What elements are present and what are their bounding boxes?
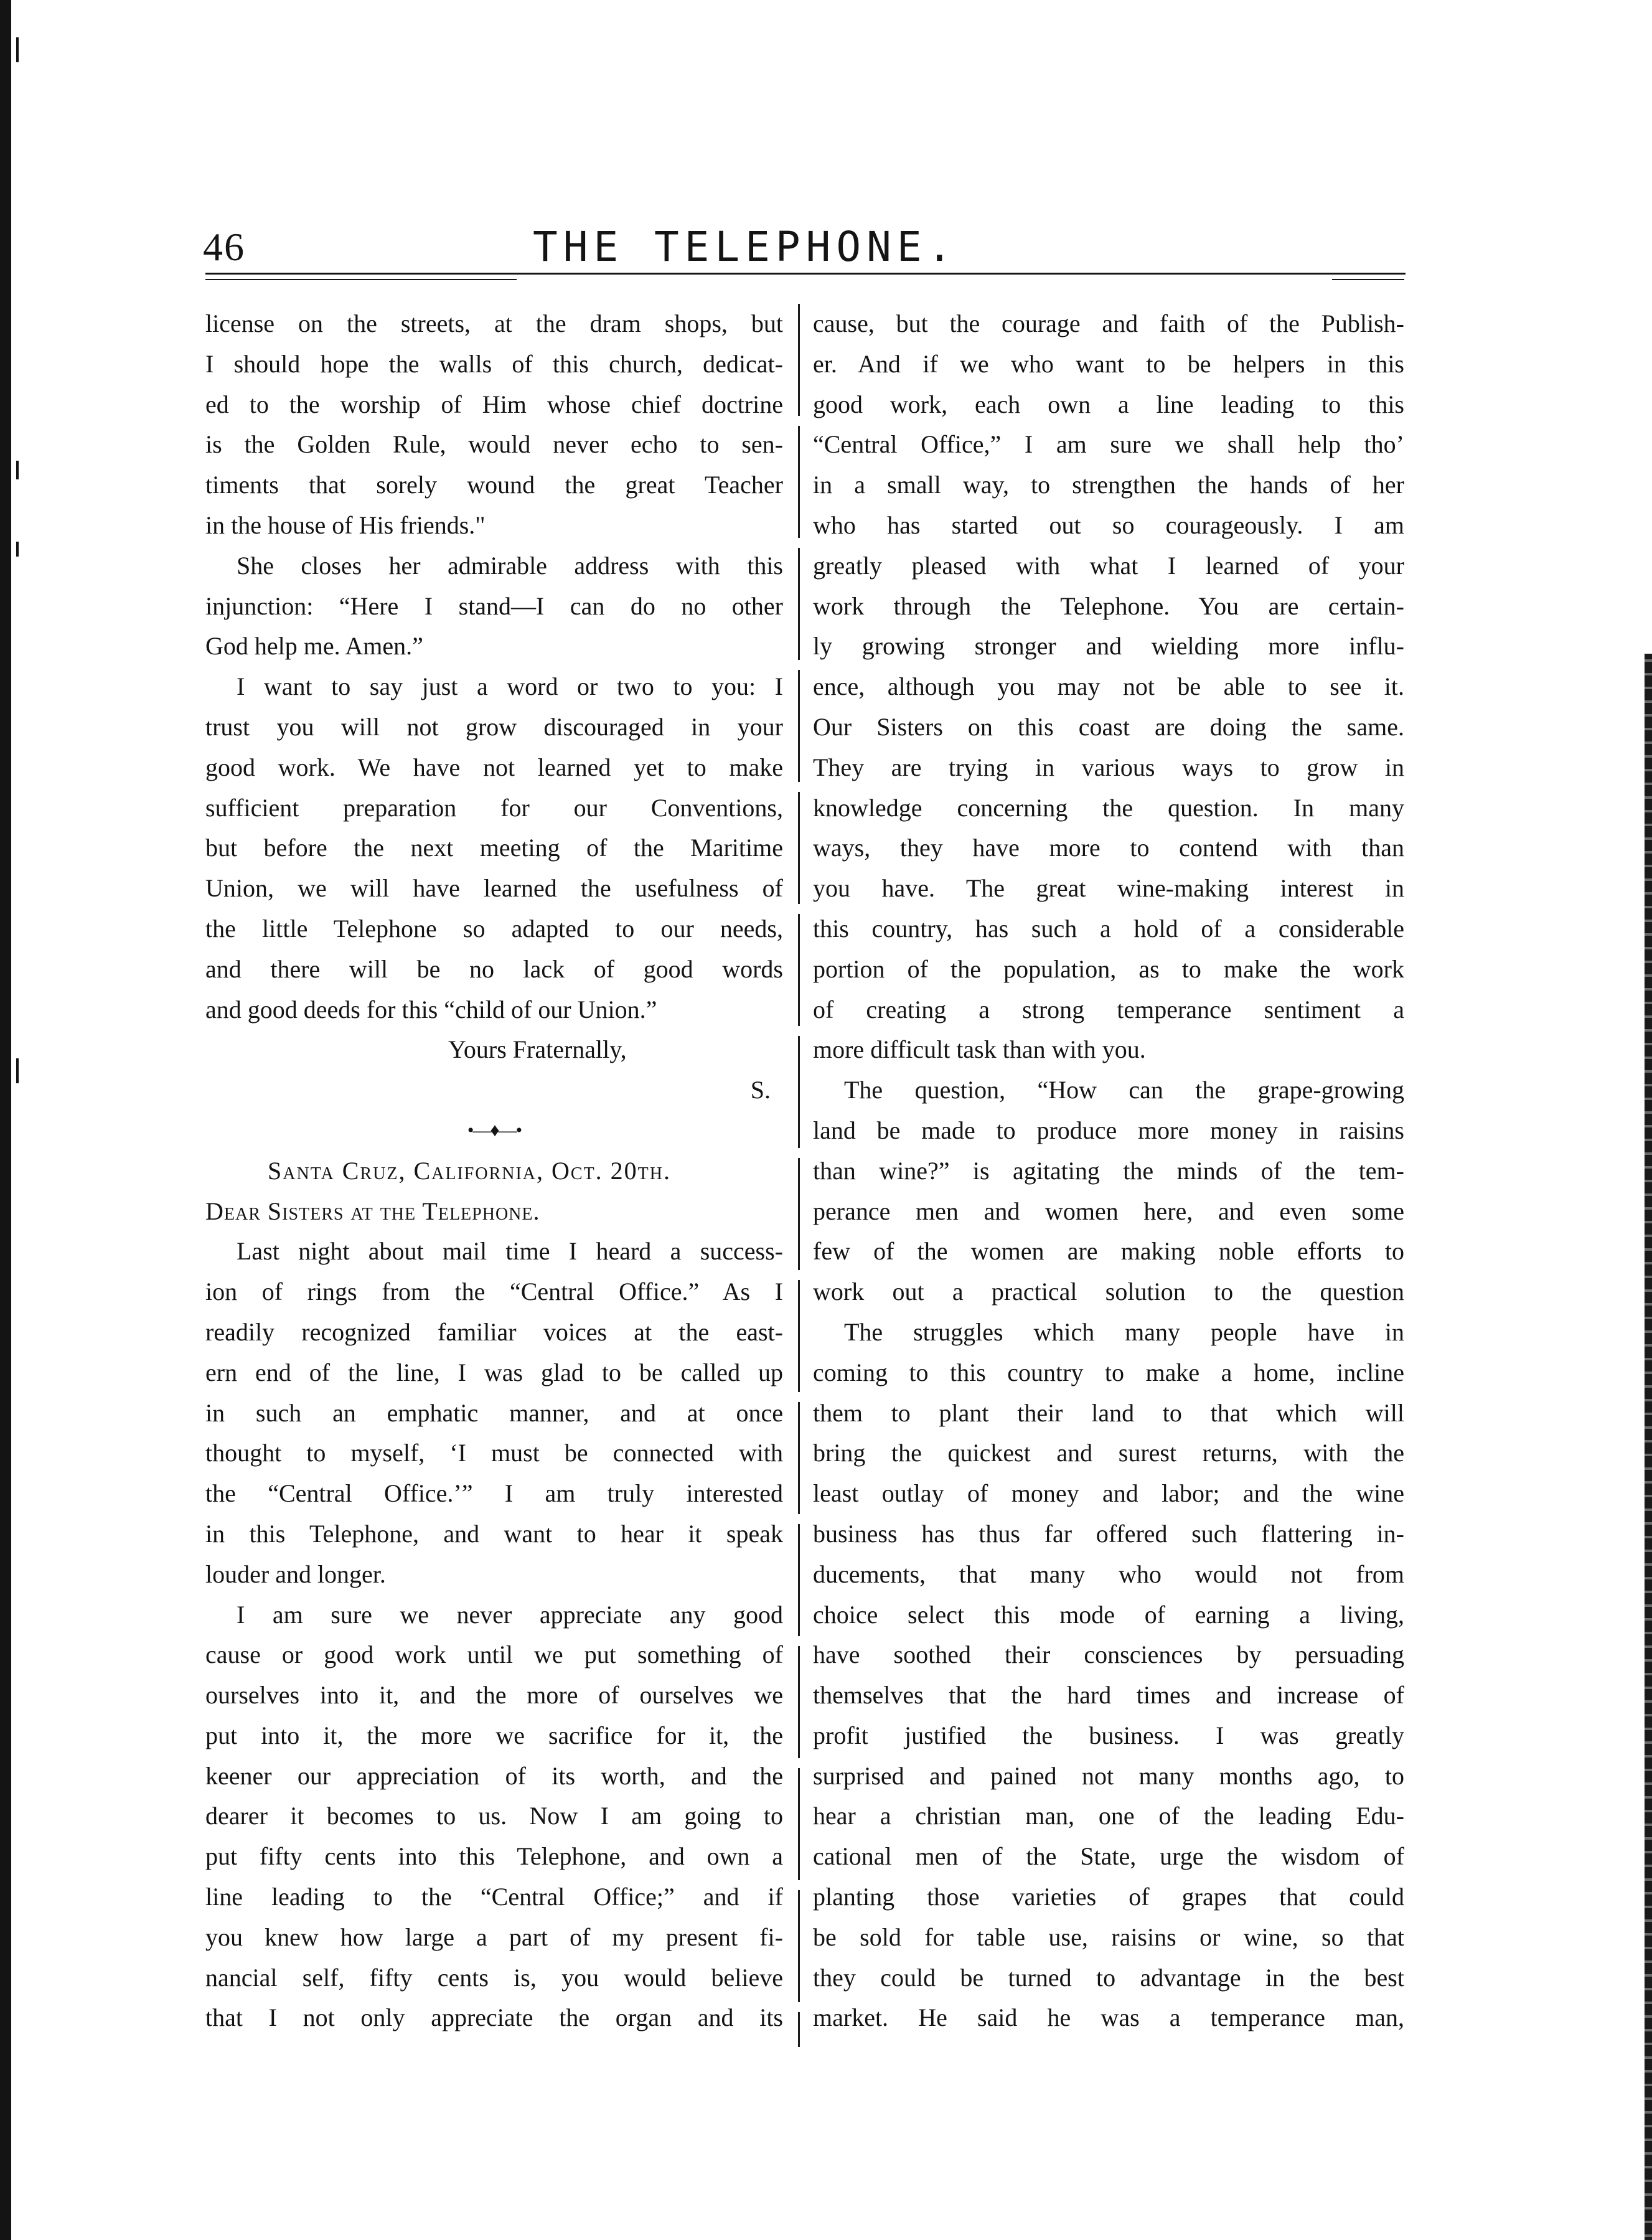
column-divider — [798, 304, 800, 2047]
text-line: who has started out so courageously. I am — [813, 511, 1404, 539]
scan-edge-left — [0, 0, 11, 2240]
text-line: in this Telephone, and want to hear it speak — [205, 1519, 783, 1548]
text-line: God help me. Amen.” — [205, 632, 423, 661]
paragraph — [205, 1231, 783, 1594]
text-line: coming to this country to make a home, incline — [813, 1358, 1404, 1386]
paragraph — [813, 1312, 1404, 2038]
paragraph — [205, 1595, 783, 2039]
text-line: you knew how large a part of my present fi- — [205, 1922, 783, 1951]
text-line: in a small way, to strengthen the hands of her — [813, 471, 1404, 499]
text-line: business has thus far offered such flattering in- — [813, 1519, 1404, 1548]
text-line: cause, but the courage and faith of the Publish- — [813, 309, 1404, 337]
text-line: themselves that the hard times and increase of — [813, 1681, 1404, 1710]
text-line: them to plant their land to that which will — [813, 1398, 1404, 1427]
text-line: line leading to the “Central Office;” and if — [205, 1883, 783, 1911]
left-column — [205, 304, 783, 2038]
paragraph — [205, 304, 783, 546]
text-line: thought to myself, ‘I must be connected with — [205, 1439, 783, 1467]
text-line: this country, has such a hold of a considerable — [813, 914, 1404, 943]
text-line: ence, although you may not be able to see it. — [813, 672, 1404, 701]
text-line: I want to say just a word or two to you: I — [237, 672, 783, 701]
text-line: hear a christian man, one of the leading Edu- — [813, 1802, 1404, 1830]
text-line: louder and longer. — [205, 1560, 386, 1588]
text-line: work out a practical solution to the question — [813, 1278, 1404, 1306]
text-line: be sold for table use, raisins or wine, so that — [813, 1922, 1404, 1951]
salutation: Dear Sisters at the Telephone. — [205, 1197, 540, 1225]
text-line: the “Central Office.’” I am truly interested — [205, 1479, 783, 1508]
text-line: cational men of the State, urge the wisdom of — [813, 1842, 1404, 1871]
text-line: more difficult task than with you. — [813, 1035, 1146, 1064]
text-line: The struggles which many people have in — [844, 1317, 1404, 1346]
text-line: nancial self, fifty cents is, you would believe — [205, 1963, 783, 1992]
text-line: portion of the population, as to make the work — [813, 954, 1404, 983]
paragraph — [205, 667, 783, 1030]
text-line: I should hope the walls of this church, dedicat- — [205, 349, 783, 378]
text-line: profit justified the business. I was greatly — [813, 1721, 1404, 1749]
text-line: put into it, the more we sacrifice for it, the — [205, 1721, 783, 1749]
right-column — [813, 304, 1404, 2038]
text-line: ourselves into it, and the more of ourselves we — [205, 1681, 783, 1710]
text-line: er. And if we who want to be helpers in this — [813, 349, 1404, 378]
signoff-initial: S. — [750, 1076, 771, 1104]
text-line: choice select this mode of earning a living, — [813, 1600, 1404, 1629]
text-line: timents that sorely wound the great Teacher — [205, 471, 783, 499]
text-line: license on the streets, at the dram shops, but — [205, 309, 783, 337]
text-line: that I not only appreciate the organ and its — [205, 2003, 783, 2032]
text-line: put fifty cents into this Telephone, and own a — [205, 1842, 783, 1871]
text-line: Union, we will have learned the usefulness of — [205, 874, 783, 903]
scan-mark — [16, 37, 19, 62]
section-ornament: •—♦—• — [467, 1119, 522, 1141]
text-line: ion of rings from the “Central Office.” As I — [205, 1278, 783, 1306]
text-line: in the house of His friends." — [205, 511, 486, 539]
paragraph — [813, 1070, 1404, 1312]
text-line: I am sure we never appreciate any good — [237, 1600, 783, 1629]
text-line: keener our appreciation of its worth, and the — [205, 1761, 783, 1790]
text-line: have soothed their consciences by persuading — [813, 1640, 1404, 1669]
text-line: greatly pleased with what I learned of your — [813, 551, 1404, 580]
text-line: ern end of the line, I was glad to be called up — [205, 1358, 783, 1386]
text-line: ways, they have more to contend with than — [813, 834, 1404, 862]
text-line: is the Golden Rule, would never echo to sen- — [205, 430, 783, 459]
text-line: Last night about mail time I heard a success- — [237, 1237, 783, 1266]
text-line: but before the next meeting of the Maritime — [205, 834, 783, 862]
text-line: of creating a strong temperance sentiment a — [813, 995, 1404, 1024]
text-line: planting those varieties of grapes that could — [813, 1883, 1404, 1911]
text-line: they could be turned to advantage in the best — [813, 1963, 1404, 1992]
text-line: work through the Telephone. You are certain- — [813, 591, 1404, 620]
scan-mark — [16, 461, 19, 479]
text-line: and there will be no lack of good words — [205, 954, 783, 983]
text-line: surprised and pained not many months ago, to — [813, 1761, 1404, 1790]
scan-edge-right — [1645, 654, 1652, 2240]
text-line: and good deeds for this “child of our Union.” — [205, 995, 657, 1024]
header-rule-short — [1332, 279, 1404, 280]
text-line: injunction: “Here I stand—I can do no other — [205, 591, 783, 620]
text-line: land be made to produce more money in raisins — [813, 1116, 1404, 1144]
text-line: They are trying in various ways to grow in — [813, 753, 1404, 781]
header-rule — [205, 273, 1406, 275]
text-line: cause or good work until we put something of — [205, 1640, 783, 1669]
text-line: good work, each own a line leading to this — [813, 390, 1404, 418]
paragraph — [205, 546, 783, 667]
header-rule-short — [205, 279, 517, 280]
text-line: knowledge concerning the question. In many — [813, 793, 1404, 822]
scan-mark — [16, 1058, 19, 1083]
scan-mark — [16, 542, 19, 557]
text-line: than wine?” is agitating the minds of the tem- — [813, 1156, 1404, 1185]
text-line: good work. We have not learned yet to make — [205, 753, 783, 781]
text-line: dearer it becomes to us. Now I am going to — [205, 1802, 783, 1830]
text-line: The question, “How can the grape-growing — [844, 1076, 1404, 1104]
text-line: “Central Office,” I am sure we shall help tho’ — [813, 430, 1404, 459]
signoff: Yours Fraternally, — [448, 1035, 627, 1064]
text-line: few of the women are making noble efforts to — [813, 1237, 1404, 1266]
text-line: least outlay of money and labor; and the wine — [813, 1479, 1404, 1508]
text-line: bring the quickest and surest returns, with the — [813, 1439, 1404, 1467]
text-line: the little Telephone so adapted to our needs, — [205, 914, 783, 943]
text-line: you have. The great wine-making interest in — [813, 874, 1404, 903]
text-line: market. He said he was a temperance man, — [813, 2003, 1404, 2032]
text-line: perance men and women here, and even some — [813, 1197, 1404, 1225]
text-line: in such an emphatic manner, and at once — [205, 1398, 783, 1427]
page-number: 46 — [203, 225, 245, 269]
running-title: THE TELEPHONE. — [533, 223, 958, 271]
page-header — [203, 225, 1435, 278]
dateline: Santa Cruz, California, Oct. 20th. — [268, 1156, 672, 1185]
text-line: readily recognized familiar voices at the east- — [205, 1317, 783, 1346]
text-line: trust you will not grow discouraged in your — [205, 712, 783, 741]
text-line: Our Sisters on this coast are doing the same. — [813, 712, 1404, 741]
text-line: ducements, that many who would not from — [813, 1560, 1404, 1588]
paragraph — [813, 304, 1404, 1070]
text-line: She closes her admirable address with this — [237, 551, 783, 580]
text-line: ly growing stronger and wielding more influ- — [813, 632, 1404, 661]
text-line: ed to the worship of Him whose chief doctrine — [205, 390, 783, 418]
text-line: sufficient preparation for our Conventions, — [205, 793, 783, 822]
